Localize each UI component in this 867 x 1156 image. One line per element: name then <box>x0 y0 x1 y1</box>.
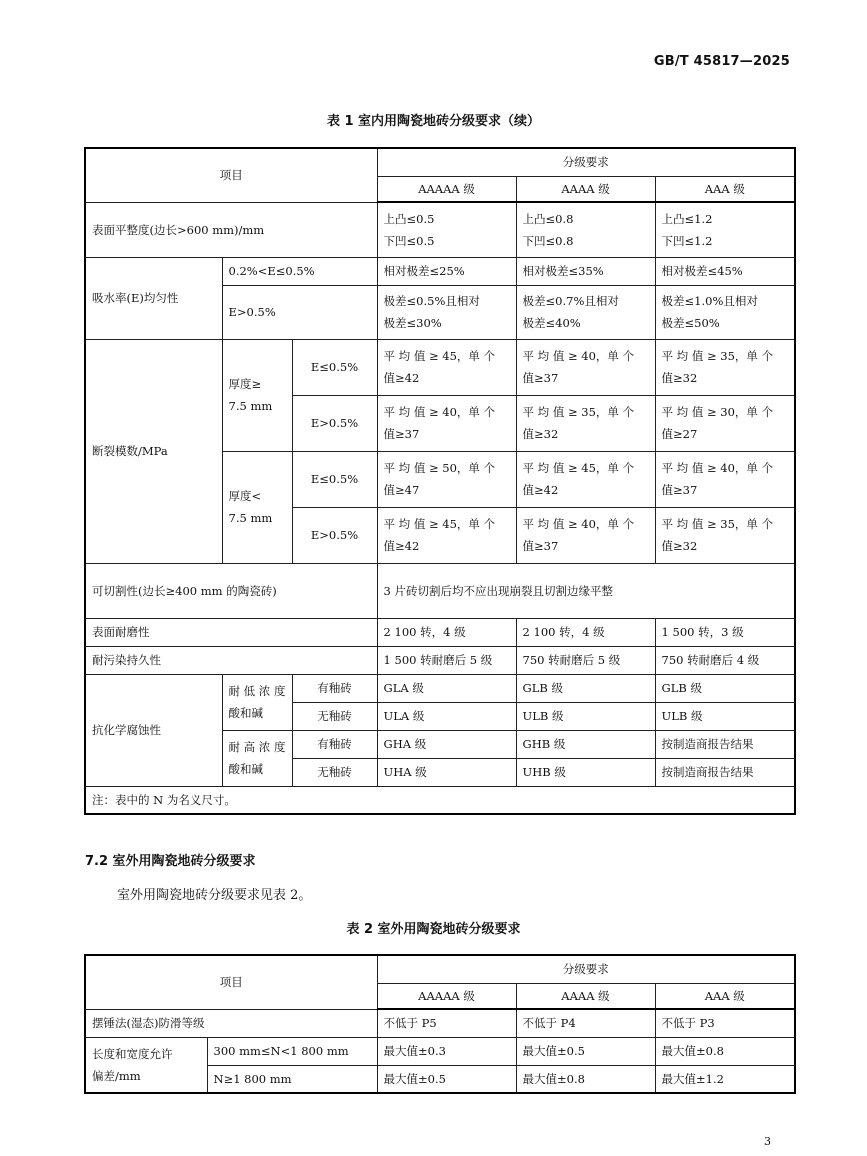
absorption-cond: 0.2%<E≤0.5% <box>222 257 377 285</box>
cell: 极差≤0.7%且相对 极差≤40% <box>516 285 655 339</box>
table2-caption: 表 2 室外用陶瓷地砖分级要求 <box>346 922 521 937</box>
e-cond: E≤0.5% <box>292 339 377 395</box>
cell: 750 转耐磨后 5 级 <box>516 646 655 674</box>
cut-value: 3 片砖切割后均不应出现崩裂且切割边缘平整 <box>377 563 795 618</box>
cell: 平 均 值 ≥ 35，单 个 值≥32 <box>655 339 795 395</box>
e-cond: E≤0.5% <box>292 451 377 507</box>
cell: GLB 级 <box>516 674 655 702</box>
cell: GLB 级 <box>655 674 795 702</box>
cell: 平 均 值 ≥ 40，单 个 值≥37 <box>377 395 516 451</box>
cell: 平 均 值 ≥ 45，单 个 值≥42 <box>377 339 516 395</box>
cell: 不低于 P4 <box>516 1009 655 1037</box>
header-item: 项目 <box>85 955 377 1009</box>
cell: 平 均 值 ≥ 50，单 个 值≥47 <box>377 451 516 507</box>
table-row <box>85 1037 795 1065</box>
cell: GHA 级 <box>377 730 516 758</box>
table-row <box>85 257 795 285</box>
header-grade-aaa: AAA 级 <box>655 176 795 202</box>
cell: ULB 级 <box>655 702 795 730</box>
deviation-cond: N≥1 800 mm <box>207 1065 377 1093</box>
table2 <box>84 954 796 1094</box>
glaze-type: 有釉砖 <box>292 674 377 702</box>
table1-caption: 表 1 室内用陶瓷地砖分级要求（续） <box>326 114 541 129</box>
standard-number: GB/T 45817—2025 <box>653 54 790 69</box>
cell: 按制造商报告结果 <box>655 758 795 786</box>
deviation-label: 长度和宽度允许 偏差/mm <box>85 1037 207 1093</box>
wear-label: 表面耐磨性 <box>85 618 377 646</box>
table-row <box>85 646 795 674</box>
cell: 平 均 值 ≥ 40，单 个 值≥37 <box>516 339 655 395</box>
table-row <box>85 563 795 618</box>
table1-note: 注：表中的 N 为名义尺寸。 <box>85 786 795 814</box>
cell: ULA 级 <box>377 702 516 730</box>
cell: 最大值±0.5 <box>377 1065 516 1093</box>
cell: 平 均 值 ≥ 35，单 个 值≥32 <box>655 507 795 563</box>
table-row <box>85 1009 795 1037</box>
section-heading: 7.2 室外用陶瓷地砖分级要求 <box>85 854 256 869</box>
cut-label: 可切割性(边长≥400 mm 的陶瓷砖) <box>85 563 377 618</box>
chem-label: 抗化学腐蚀性 <box>85 674 222 786</box>
cell: 1 500 转，3 级 <box>655 618 795 646</box>
glaze-type: 无釉砖 <box>292 758 377 786</box>
absorption-cond: E>0.5% <box>222 285 377 339</box>
cell: 最大值±0.8 <box>655 1037 795 1065</box>
cell: 不低于 P3 <box>655 1009 795 1037</box>
cell: UHB 级 <box>516 758 655 786</box>
slip-label: 摆锤法(湿态)防滑等级 <box>85 1009 377 1037</box>
header-grade-aaa: AAA 级 <box>655 983 795 1009</box>
e-cond: E>0.5% <box>292 395 377 451</box>
cell: 最大值±1.2 <box>655 1065 795 1093</box>
header-grade-aaaaa: AAAAA 级 <box>377 176 516 202</box>
cell: 平 均 值 ≥ 45，单 个 值≥42 <box>516 451 655 507</box>
cell: 2 100 转，4 级 <box>377 618 516 646</box>
table1 <box>84 147 796 815</box>
cell: ULB 级 <box>516 702 655 730</box>
cell: UHA 级 <box>377 758 516 786</box>
cell: 极差≤0.5%且相对 极差≤30% <box>377 285 516 339</box>
cell: 最大值±0.8 <box>516 1065 655 1093</box>
cell: 相对极差≤25% <box>377 257 516 285</box>
cell: 按制造商报告结果 <box>655 730 795 758</box>
cell: GHB 级 <box>516 730 655 758</box>
cell: 750 转耐磨后 4 级 <box>655 646 795 674</box>
flatness-label: 表面平整度(边长>600 mm)/mm <box>85 202 377 257</box>
section-text: 室外用陶瓷地砖分级要求见表 2。 <box>117 888 312 903</box>
cell: GLA 级 <box>377 674 516 702</box>
header-grade: 分级要求 <box>377 955 795 983</box>
cell: 平 均 值 ≥ 35，单 个 值≥32 <box>516 395 655 451</box>
cell: 平 均 值 ≥ 40，单 个 值≥37 <box>516 507 655 563</box>
mor-label: 断裂模数/MPa <box>85 339 222 563</box>
cell: 平 均 值 ≥ 40，单 个 值≥37 <box>655 451 795 507</box>
header-grade-aaaa: AAAA 级 <box>516 983 655 1009</box>
table-row <box>85 786 795 814</box>
cell: 平 均 值 ≥ 45，单 个 值≥42 <box>377 507 516 563</box>
table-row <box>85 618 795 646</box>
cell: 上凸≤1.2 下凹≤1.2 <box>655 202 795 257</box>
table-row <box>85 674 795 702</box>
cell: 最大值±0.5 <box>516 1037 655 1065</box>
chem-cond-low: 耐 低 浓 度 酸和碱 <box>222 674 292 730</box>
cell: 相对极差≤35% <box>516 257 655 285</box>
absorption-label: 吸水率(E)均匀性 <box>85 257 222 339</box>
glaze-type: 无釉砖 <box>292 702 377 730</box>
cell: 最大值±0.3 <box>377 1037 516 1065</box>
header-grade-aaaaa: AAAAA 级 <box>377 983 516 1009</box>
cell: 上凸≤0.8 下凹≤0.8 <box>516 202 655 257</box>
page-number: 3 <box>764 1135 771 1148</box>
chem-cond-high: 耐 高 浓 度 酸和碱 <box>222 730 292 786</box>
cell: 相对极差≤45% <box>655 257 795 285</box>
cell: 1 500 转耐磨后 5 级 <box>377 646 516 674</box>
table-row <box>85 202 795 257</box>
deviation-cond: 300 mm≤N<1 800 mm <box>207 1037 377 1065</box>
table-row <box>85 339 795 395</box>
header-item: 项目 <box>85 148 377 202</box>
cell: 平 均 值 ≥ 30，单 个 值≥27 <box>655 395 795 451</box>
glaze-type: 有釉砖 <box>292 730 377 758</box>
header-grade: 分级要求 <box>377 148 795 176</box>
cell: 2 100 转，4 级 <box>516 618 655 646</box>
thickness-cond: 厚度< 7.5 mm <box>222 451 292 563</box>
e-cond: E>0.5% <box>292 507 377 563</box>
header-grade-aaaa: AAAA 级 <box>516 176 655 202</box>
stain-label: 耐污染持久性 <box>85 646 377 674</box>
thickness-cond: 厚度≥ 7.5 mm <box>222 339 292 451</box>
cell: 不低于 P5 <box>377 1009 516 1037</box>
cell: 极差≤1.0%且相对 极差≤50% <box>655 285 795 339</box>
cell: 上凸≤0.5 下凹≤0.5 <box>377 202 516 257</box>
